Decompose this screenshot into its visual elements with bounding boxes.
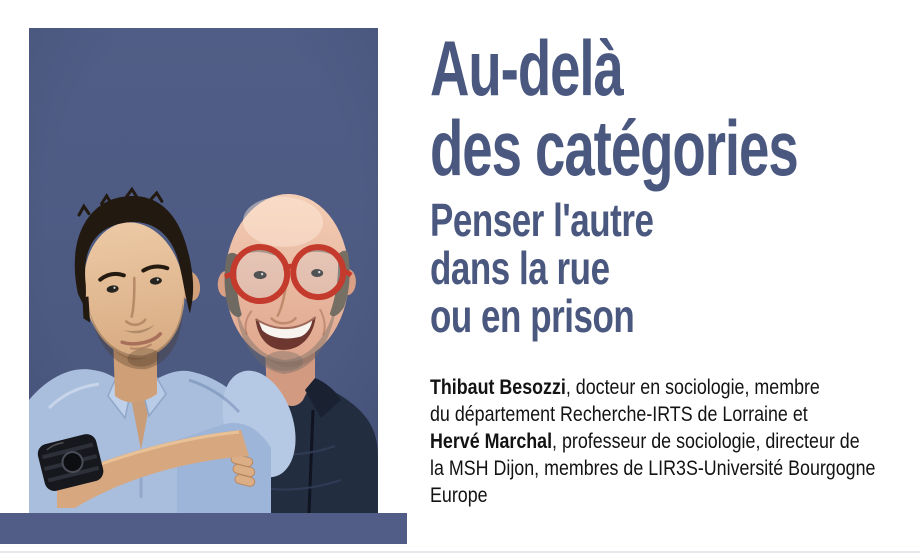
author-description: , professeur de sociologie, directeur de bbox=[552, 430, 860, 453]
title-line-1: Au-delà bbox=[430, 24, 623, 112]
author-description: , docteur en sociologie, membre bbox=[565, 376, 820, 399]
subtitle-line-2: dans la rue bbox=[430, 242, 610, 294]
subtitle-line-1: Penser l'autre bbox=[430, 194, 654, 246]
speakers-photo-canvas bbox=[29, 28, 378, 513]
speakers-photo bbox=[29, 28, 378, 513]
author-name: Thibaut Besozzi bbox=[430, 376, 566, 399]
author-description: du département Recherche-IRTS de Lorraine et bbox=[430, 403, 808, 426]
poster-title bbox=[430, 24, 916, 192]
author-description: la MSH Dijon, membres de LIR3S-Université Bourgogne bbox=[430, 457, 876, 480]
title-line-2: des catégories bbox=[430, 104, 798, 192]
bottom-edge-line bbox=[0, 551, 920, 553]
authors-text bbox=[430, 374, 906, 509]
author-description: Europe bbox=[430, 484, 488, 507]
poster-subtitle bbox=[430, 196, 916, 340]
text-column bbox=[430, 24, 916, 509]
bottom-accent-bar bbox=[0, 513, 407, 544]
author-name: Hervé Marchal bbox=[430, 430, 553, 453]
subtitle-line-3: ou en prison bbox=[430, 290, 635, 342]
